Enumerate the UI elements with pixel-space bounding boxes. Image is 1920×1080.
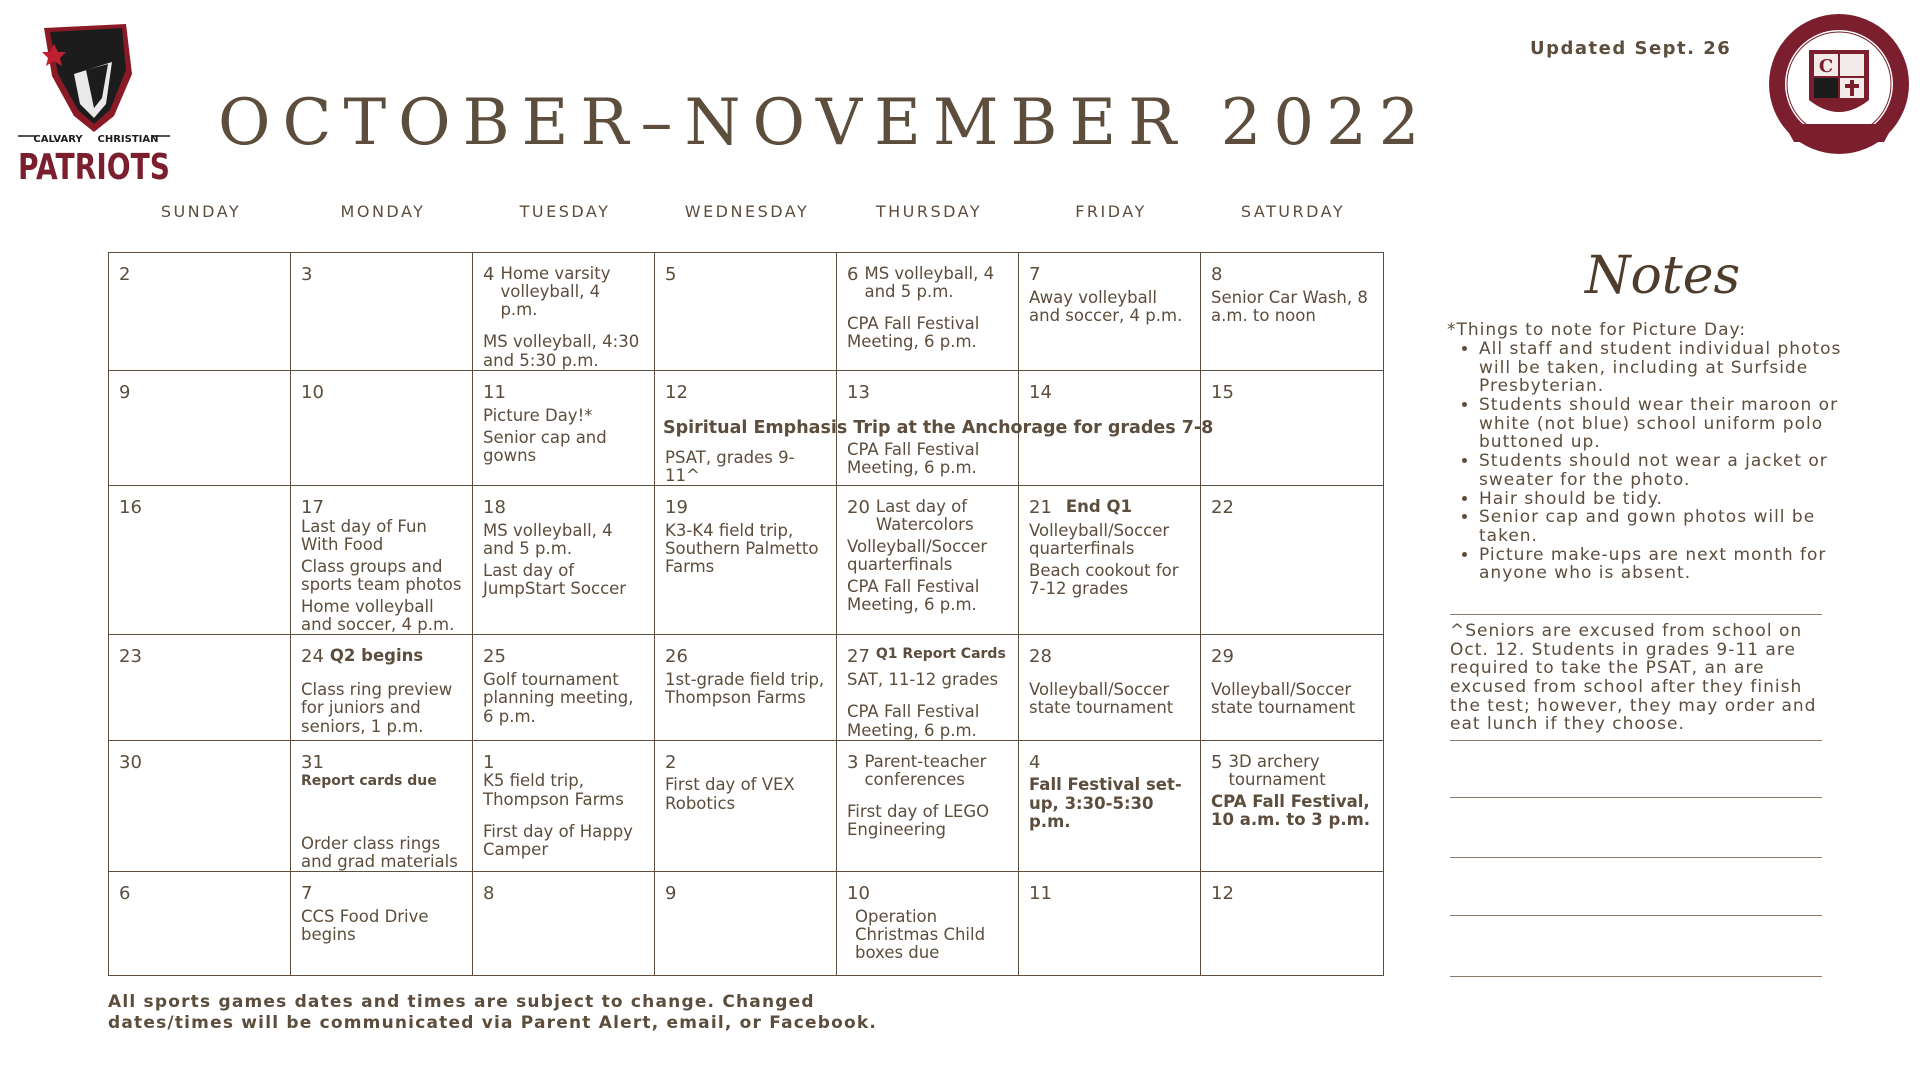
day-number: 9 xyxy=(119,381,131,403)
notes-list-item: • Senior cap and gown photos will be taken. xyxy=(1479,508,1859,545)
day-number: 10 xyxy=(301,381,324,403)
logo-text-christian: CHRISTIAN xyxy=(97,134,159,145)
weekday-header-row xyxy=(110,202,1384,221)
day-number: 16 xyxy=(119,496,142,518)
event-text: 3D archery tournament xyxy=(1228,751,1326,789)
notes-line xyxy=(1450,797,1822,798)
calendar-day-cell xyxy=(109,741,291,872)
calendar-day-cell xyxy=(109,486,291,636)
day-number: 3 xyxy=(301,264,313,285)
calendar-grid xyxy=(108,252,1384,976)
calendar-day-cell xyxy=(109,253,291,371)
weekday-label: SUNDAY xyxy=(160,202,242,221)
calendar-day-cell xyxy=(1201,371,1383,486)
weekday-label: THURSDAY xyxy=(875,202,983,221)
day-number: 31 xyxy=(301,751,324,773)
calendar-day-cell xyxy=(291,486,473,636)
weekday-label: MONDAY xyxy=(340,202,426,221)
day-number: 9 xyxy=(665,882,677,904)
day-number: 28 xyxy=(1029,646,1052,668)
notes-footnote: ^Seniors are excused from school on Oct. 12. Students in grades 9-11 are required to take the PSAT, an are excused from school after they finish the test; however, they may order and eat lunch if they choose. xyxy=(1450,621,1817,735)
day-number: 29 xyxy=(1211,646,1234,668)
event-text: Operation Christmas Child boxes due xyxy=(855,906,986,962)
event-text: CPA Fall Festival Meeting, 6 p.m. xyxy=(847,577,980,615)
day-number: 3 xyxy=(847,751,859,773)
calendar-day-cell xyxy=(655,635,837,740)
calendar-day-cell xyxy=(837,486,1019,636)
calendar-day-cell xyxy=(655,741,837,872)
event-text: End Q1 xyxy=(1065,496,1132,516)
calendar-day-cell xyxy=(1019,635,1201,740)
day-number: 21 xyxy=(1029,496,1052,518)
day-number: 5 xyxy=(665,264,677,285)
event-text: Last day of Fun With Food xyxy=(301,516,427,554)
calendar-day-cell xyxy=(1201,872,1383,975)
event-text: MS volleyball, 4 and 5 p.m. xyxy=(483,520,613,558)
calendar-day-cell xyxy=(1201,486,1383,636)
day-number: 11 xyxy=(483,381,506,403)
calendar-day-cell xyxy=(291,872,473,975)
calendar-day-cell xyxy=(837,741,1019,872)
day-number: 12 xyxy=(665,381,688,403)
calendar-day-cell xyxy=(109,635,291,740)
logo-wordmark: PATRIOTS xyxy=(18,147,170,188)
event-text: Picture Day!* xyxy=(483,405,593,425)
event-text: Volleyball/Soccer quarterfinals xyxy=(847,537,988,575)
spanning-event: Spiritual Emphasis Trip at the Anchorage for grades 7-8 xyxy=(663,418,1214,438)
calendar-day-cell xyxy=(473,872,655,975)
calendar-day-cell xyxy=(837,872,1019,975)
calendar-day-cell xyxy=(655,872,837,975)
event-text: Volleyball/Soccer quarterfinals xyxy=(1029,520,1170,558)
day-number: 26 xyxy=(665,646,688,668)
day-number: 7 xyxy=(301,882,313,904)
event-text: SAT, 11-12 grades xyxy=(847,670,999,690)
calendar-day-cell xyxy=(1201,741,1383,872)
calendar-day-cell xyxy=(473,635,655,740)
calendar-day-cell xyxy=(109,872,291,975)
day-number: 20 xyxy=(847,496,870,518)
notes-divider xyxy=(1450,614,1822,615)
event-text: Beach cookout for 7-12 grades xyxy=(1029,560,1179,598)
event-text: CCS Food Drive begins xyxy=(301,906,429,944)
day-number: 22 xyxy=(1211,496,1234,518)
calendar-day-cell xyxy=(473,486,655,636)
event-text: Senior cap and gowns xyxy=(483,427,607,465)
event-text: CPA Fall Festival Meeting, 6 p.m. xyxy=(847,702,980,740)
calendar-day-cell xyxy=(1201,635,1383,740)
event-text: Last day of JumpStart Soccer xyxy=(483,560,627,598)
day-number: 8 xyxy=(1211,264,1223,285)
day-number: 11 xyxy=(1029,882,1052,904)
calendar-day-cell xyxy=(655,486,837,636)
event-text: Away volleyball and soccer, 4 p.m. xyxy=(1029,287,1183,325)
event-text: Fall Festival set-up, 3:30-5:30 p.m. xyxy=(1029,775,1182,831)
footer-line: dates/times will be communicated via Parent Alert, email, or Facebook. xyxy=(108,1013,878,1034)
notes-line xyxy=(1450,915,1822,916)
day-number: 27 xyxy=(847,646,870,668)
notes-list-item: • Hair should be tidy. xyxy=(1479,490,1859,509)
day-number: 13 xyxy=(847,381,870,403)
notes-list-item: • Students should not wear a jacket or sweater for the photo. xyxy=(1479,452,1859,489)
weekday-label: WEDNESDAY xyxy=(684,202,810,221)
footer-line: All sports games dates and times are subject to change. Changed xyxy=(108,992,815,1012)
event-text: K5 field trip, Thompson Farms xyxy=(483,771,624,809)
day-number: 6 xyxy=(847,264,859,285)
day-number: 2 xyxy=(665,751,677,773)
event-text: MS volleyball, 4 and 5 p.m. xyxy=(864,264,995,302)
day-number: 17 xyxy=(301,496,324,518)
calendar-day-cell xyxy=(291,635,473,740)
event-text: Q2 begins xyxy=(329,646,424,666)
day-number: 7 xyxy=(1029,264,1041,285)
weekday-label: TUESDAY xyxy=(519,202,611,221)
calendar-day-cell xyxy=(291,253,473,371)
event-text: Volleyball/Soccer state tournament xyxy=(1211,680,1356,718)
footer-disclaimer xyxy=(108,992,877,1035)
notes-title: Notes xyxy=(1585,246,1741,306)
day-number: 25 xyxy=(483,646,506,668)
event-text: Golf tournament planning meeting, 6 p.m. xyxy=(483,670,634,726)
updated-note: Updated Sept. 26 xyxy=(1530,38,1732,59)
day-number: 23 xyxy=(119,646,142,668)
event-text: PSAT, grades 9-11^ xyxy=(665,447,795,485)
day-number: 18 xyxy=(483,496,506,518)
calendar-day-cell xyxy=(109,371,291,486)
event-text: Last day of Watercolors xyxy=(875,496,974,534)
day-number: 15 xyxy=(1211,381,1234,403)
weekday-label: SATURDAY xyxy=(1240,202,1346,221)
patriots-logo xyxy=(14,14,174,189)
day-number: 6 xyxy=(119,882,131,904)
event-text: Volleyball/Soccer state tournament xyxy=(1029,680,1174,718)
event-text: Parent-teacher conferences xyxy=(864,751,987,789)
event-text: Order class rings and grad materials xyxy=(301,833,458,871)
notes-list-item: • Students should wear their maroon or white (not blue) school uniform polo buttoned up. xyxy=(1479,396,1859,452)
notes-list-item: • All staff and student individual photos will be taken, including at Surfside Presbyterian. xyxy=(1479,340,1859,396)
event-text: MS volleyball, 4:30 and 5:30 p.m. xyxy=(483,332,640,370)
logo-text-calvary: CALVARY xyxy=(33,134,83,145)
day-number: 2 xyxy=(119,264,131,285)
calendar-day-cell xyxy=(473,253,655,371)
event-text: First day of Happy Camper xyxy=(483,821,633,859)
calendar-day-cell xyxy=(473,371,655,486)
day-number: 19 xyxy=(665,496,688,518)
event-text: Class groups and sports team photos xyxy=(301,556,462,594)
event-text: CPA Fall Festival, 10 a.m. to 3 p.m. xyxy=(1211,791,1371,830)
event-text: Senior Car Wash, 8 a.m. to noon xyxy=(1211,287,1368,325)
event-text: First day of VEX Robotics xyxy=(665,775,795,813)
day-number: 12 xyxy=(1211,882,1234,904)
event-text: CPA Fall Festival Meeting, 6 p.m. xyxy=(847,314,980,352)
calendar-day-cell xyxy=(837,635,1019,740)
day-number: 10 xyxy=(847,882,870,904)
calendar-day-cell xyxy=(1019,872,1201,975)
event-text: Q1 Report Cards xyxy=(875,646,1006,663)
calendar-day-cell xyxy=(1201,253,1383,371)
calendar-day-cell xyxy=(291,741,473,872)
notes-divider xyxy=(1450,740,1822,741)
calendar-day-cell xyxy=(837,253,1019,371)
day-number: 8 xyxy=(483,882,495,904)
notes-line xyxy=(1450,857,1822,858)
notes-list xyxy=(1447,340,1859,583)
event-text: Report cards due xyxy=(301,773,437,790)
calendar-day-cell xyxy=(1019,486,1201,636)
day-number: 1 xyxy=(483,751,495,773)
svg-text:C: C xyxy=(1818,56,1834,77)
day-number: 4 xyxy=(483,264,495,285)
day-number: 14 xyxy=(1029,381,1052,403)
day-number: 30 xyxy=(119,751,142,773)
weekday-label: FRIDAY xyxy=(1075,202,1147,221)
notes-intro: *Things to note for Picture Day: xyxy=(1447,320,1747,340)
calendar-day-cell xyxy=(473,741,655,872)
school-seal xyxy=(1764,12,1914,178)
day-number: 5 xyxy=(1211,751,1223,773)
notes-list-item: • Picture make-ups are next month for anyone who is absent. xyxy=(1479,546,1859,583)
event-text: CPA Fall Festival Meeting, 6 p.m. xyxy=(847,439,980,477)
event-text: Class ring preview for juniors and seniors, 1 p.m. xyxy=(301,680,453,736)
calendar-day-cell xyxy=(1019,253,1201,371)
event-text: 1st-grade field trip, Thompson Farms xyxy=(665,670,825,708)
event-text: Home varsity volleyball, 4 p.m. xyxy=(500,264,611,320)
page-title: OCTOBER–NOVEMBER 2022 xyxy=(218,86,1432,160)
day-number: 24 xyxy=(301,646,324,668)
notes-line xyxy=(1450,976,1822,977)
calendar-day-cell xyxy=(291,371,473,486)
calendar-day-cell xyxy=(1019,741,1201,872)
day-number: 4 xyxy=(1029,751,1041,773)
event-text: Home volleyball and soccer, 4 p.m. xyxy=(301,597,455,635)
event-text: K3-K4 field trip, Southern Palmetto Farms xyxy=(665,520,819,576)
calendar-day-cell xyxy=(655,253,837,371)
event-text: First day of LEGO Engineering xyxy=(847,801,990,840)
